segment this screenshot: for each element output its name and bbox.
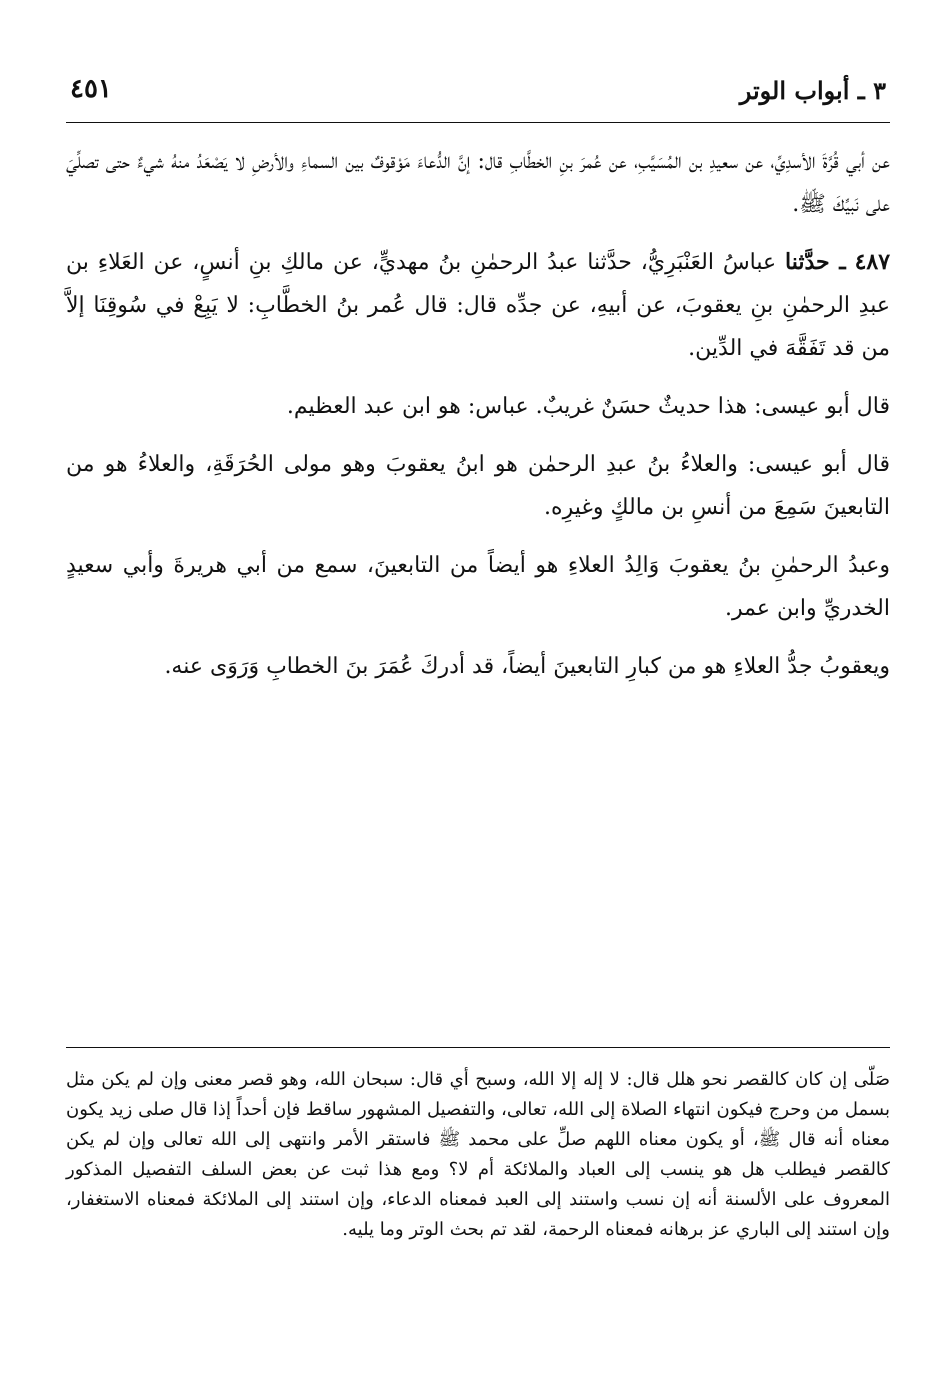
chapter-title: ٣ ـ أبواب الوتر	[739, 76, 886, 105]
hadith-text: عباسُ العَنْبَرِيُّ، حدَّثنا عبدُ الرحمٰنِ بنُ مهديٍّ، عن مالكِ بنِ أنسٍ، عن العَلاءِ بن عبدِ الرحمٰنِ بنِ يعقوبَ، عن أبيهِ، عن جدِّه قال: قال عُمر بنُ الخطَّابِ: لا يَبِعْ في سُوقِنَا إلاَّ من قد تَفَقَّهَ في الدِّين.	[66, 250, 890, 361]
paragraph-commentary-1: قال أبو عيسى: هذا حديثٌ حسَنٌ غريبٌ. عباس: هو ابن عبد العظيم.	[286, 394, 890, 419]
paragraph-commentary-3: وعبدُ الرحمٰنِ بنُ يعقوبَ وَالِدُ العلاءِ هو أيضاً من التابعينَ، سمع من أبي هريرةَ وأبي سعيدٍ الخدريِّ وابن عمر.	[66, 553, 890, 621]
page-number: ٤٥١	[70, 74, 112, 104]
header-divider	[66, 122, 890, 123]
book-page	[66, 60, 890, 1370]
paragraph-commentary-2: قال أبو عيسى: والعلاءُ بنُ عبدِ الرحمٰن هو ابنُ يعقوبَ وهو مولى الحُرَقَةِ، والعلاءُ هو من التابعينَ سَمِعَ من أنسِ بن مالكٍ وغيرِه.	[66, 452, 890, 520]
hadith-number: ٤٨٧	[854, 249, 891, 275]
hadith-lead: ـ حدَّثنا	[785, 249, 846, 275]
main-text	[66, 140, 890, 703]
footnote-text: صَلّى إن كان كالقصر نحو هلل قال: لا إله إلا الله، وسبح أي قال: سبحان الله، وهو قصر معنى وإن لم يكن مثل بسمل من وحرج فيكون انتهاء الصلاة إلى الله، تعالى، والتفصيل المشهور ساقط فإن أحداً إذا قال صلى زيد يكون معناه أنه قال ﷺ، أو يكون معناه اللهم صلِّ على محمد ﷺ فاستقر الأمر وانتهى إلى الله تعالى وإن لم يكن كالقصر فيطلب هل هو ينسب إلى العباد والملائكة أم لا؟ ومع هذا ثبت عن بعض السلف التفصيل المذكور المعروف على الألسنة أنه إن نسب واستند إلى العبد فمعناه الدعاء، وإن استند إلى الملائكة فمعناه الاستغفار، وإن استند إلى الباري عز برهانه فمعناه الرحمة، لقد تم بحث الوتر وما يليه.	[66, 1069, 890, 1240]
paragraph-hadith-continuation: عن أبي قُرَّةَ الأسدِيِّ، عن سعيدِ بن المُسَيَّبِ، عن عُمرَ بنِ الخطَّابِ قال: إنَّ الدُّعاءَ مَوْقوفٌ بين السماءِ والأرضِ لا يَصْعَدُ منهُ شيءٌ حتى تصلِّيَ على نَبيِّكَ ﷺ.	[66, 149, 890, 217]
footnote-divider	[66, 1047, 890, 1048]
page-header	[66, 72, 890, 112]
paragraph-hadith-487	[66, 241, 890, 370]
paragraph-commentary-4: ويعقوبُ جدُّ العلاءِ هو من كبارِ التابعينَ أيضاً، قد أدركَ عُمَرَ بنَ الخطابِ وَرَوَى عنه.	[164, 654, 890, 679]
footnote	[66, 1065, 890, 1245]
